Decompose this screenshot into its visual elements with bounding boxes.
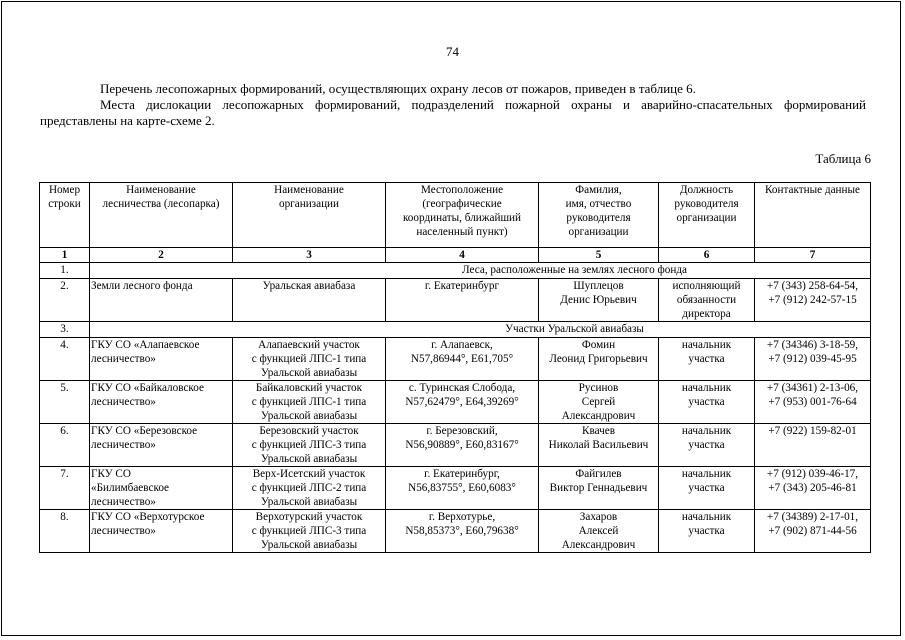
- cell-forestry: ГКУ СО «Верхотурское лесничество»: [90, 510, 233, 553]
- column-number: 7: [755, 248, 871, 263]
- column-number: 3: [233, 248, 386, 263]
- header-organization: Наименование организации: [233, 183, 386, 248]
- table-row: [40, 338, 871, 381]
- row-number: 2.: [40, 279, 90, 322]
- section-title: Участки Уральской авиабазы: [90, 322, 871, 338]
- header-row-number: Номер строки: [40, 183, 90, 248]
- table-caption: Таблица 6: [815, 151, 871, 166]
- cell-head-position: исполняющий обязанности директора: [659, 279, 755, 322]
- row-number: 3.: [40, 322, 90, 338]
- intro-paragraph-1: Перечень лесопожарных формирований, осуществляющих охрану лесов от пожаров, приведен в таблице 6.: [100, 81, 696, 96]
- intro-paragraph-2: Места дислокации лесопожарных формирований, подразделений пожарной охраны и аварийно-спасательных формирований представлены на карте-схеме 2.: [40, 97, 866, 128]
- table-row: [40, 381, 871, 424]
- cell-forestry: ГКУ СО «Алапаевское лесничество»: [90, 338, 233, 381]
- column-number: 5: [539, 248, 659, 263]
- table-row: [40, 424, 871, 467]
- row-number: 8.: [40, 510, 90, 553]
- cell-forestry: Земли лесного фонда: [90, 279, 233, 322]
- cell-location: г. Екатеринбург, N56,83755°, E60,6083°: [386, 467, 539, 510]
- row-number: 5.: [40, 381, 90, 424]
- header-location: Местоположение (географические координаты, ближайший населенный пункт): [386, 183, 539, 248]
- cell-organization: Березовский участок с функцией ЛПС-3 типа Уральской авиабазы: [233, 424, 386, 467]
- cell-location: г. Верхотурье, N58,85373°, E60,79638°: [386, 510, 539, 553]
- header-forestry: Наименование лесничества (лесопарка): [90, 183, 233, 248]
- cell-head-position: начальник участка: [659, 424, 755, 467]
- column-number: 4: [386, 248, 539, 263]
- cell-head-position: начальник участка: [659, 338, 755, 381]
- header-head-position: Должность руководителя организации: [659, 183, 755, 248]
- section-row: [40, 263, 871, 279]
- cell-location: г. Екатеринбург: [386, 279, 539, 322]
- row-number: 6.: [40, 424, 90, 467]
- cell-contacts: +7 (34346) 3-18-59, +7 (912) 039-45-95: [755, 338, 871, 381]
- cell-location: с. Туринская Слобода, N57,62479°, E64,39269°: [386, 381, 539, 424]
- cell-forestry: ГКУ СО «Байкаловское лесничество»: [90, 381, 233, 424]
- cell-location: г. Березовский, N56,90889°, E60,83167°: [386, 424, 539, 467]
- cell-organization: Алапаевский участок с функцией ЛПС-1 типа Уральской авиабазы: [233, 338, 386, 381]
- cell-head-name: Файгилев Виктор Геннадьевич: [539, 467, 659, 510]
- table-header-row: [40, 183, 871, 248]
- row-number: 4.: [40, 338, 90, 381]
- intro-text: [40, 81, 866, 129]
- cell-head-position: начальник участка: [659, 381, 755, 424]
- cell-contacts: +7 (34389) 2-17-01, +7 (902) 871-44-56: [755, 510, 871, 553]
- column-number-row: [40, 248, 871, 263]
- cell-forestry: ГКУ СО «Березовское лесничество»: [90, 424, 233, 467]
- cell-contacts: +7 (343) 258-64-54, +7 (912) 242-57-15: [755, 279, 871, 322]
- column-number: 1: [40, 248, 90, 263]
- cell-contacts: +7 (922) 159-82-01: [755, 424, 871, 467]
- section-title: Леса, расположенные на землях лесного фонда: [90, 263, 871, 279]
- cell-organization: Байкаловский участок с функцией ЛПС-1 типа Уральской авиабазы: [233, 381, 386, 424]
- header-head-name: Фамилия, имя, отчество руководителя организации: [539, 183, 659, 248]
- cell-organization: Верх-Исетский участок с функцией ЛПС-2 типа Уральской авиабазы: [233, 467, 386, 510]
- section-row: [40, 322, 871, 338]
- table-row: [40, 510, 871, 553]
- cell-head-name: Русинов Сергей Александрович: [539, 381, 659, 424]
- forest-fire-units-table: [39, 182, 871, 553]
- cell-contacts: +7 (34361) 2-13-06, +7 (953) 001-76-64: [755, 381, 871, 424]
- row-number: 7.: [40, 467, 90, 510]
- table-row: [40, 467, 871, 510]
- cell-head-name: Фомин Леонид Григорьевич: [539, 338, 659, 381]
- cell-organization: Верхотурский участок с функцией ЛПС-3 типа Уральской авиабазы: [233, 510, 386, 553]
- cell-head-name: Квачев Николай Васильевич: [539, 424, 659, 467]
- cell-contacts: +7 (912) 039-46-17, +7 (343) 205-46-81: [755, 467, 871, 510]
- page-number: 74: [446, 44, 459, 59]
- cell-organization: Уральская авиабаза: [233, 279, 386, 322]
- header-contacts: Контактные данные: [755, 183, 871, 248]
- cell-head-position: начальник участка: [659, 467, 755, 510]
- column-number: 2: [90, 248, 233, 263]
- cell-head-position: начальник участка: [659, 510, 755, 553]
- cell-head-name: Захаров Алексей Александрович: [539, 510, 659, 553]
- cell-head-name: Шуплецов Денис Юрьевич: [539, 279, 659, 322]
- cell-forestry: ГКУ СО «Билимбаевское лесничество»: [90, 467, 233, 510]
- row-number: 1.: [40, 263, 90, 279]
- column-number: 6: [659, 248, 755, 263]
- cell-location: г. Алапаевск, N57,86944°, E61,705°: [386, 338, 539, 381]
- table-row: [40, 279, 871, 322]
